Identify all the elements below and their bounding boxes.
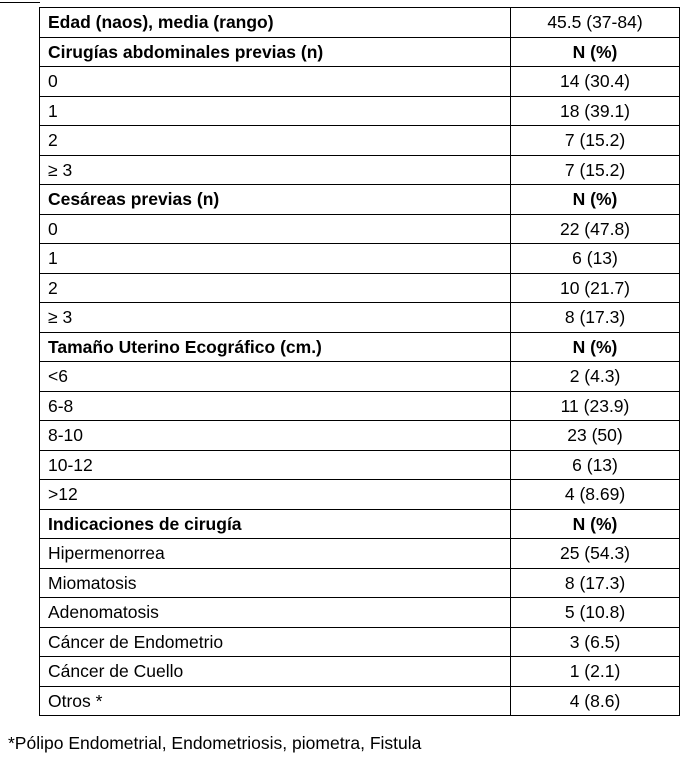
row-label: 0	[40, 67, 511, 97]
table-row	[40, 539, 680, 569]
table-footnote: *Pólipo Endometrial, Endometriosis, piometra, Fistula	[8, 733, 422, 753]
row-value: 3 (6.5)	[511, 627, 680, 657]
table-row	[40, 391, 680, 421]
row-value: 1 (2.1)	[511, 657, 680, 687]
row-value: 4 (8.6)	[511, 686, 680, 716]
row-label: 10-12	[40, 450, 511, 480]
column-header: N (%)	[511, 509, 680, 539]
row-label: Otros *	[40, 686, 511, 716]
table-row	[40, 303, 680, 333]
table-row	[40, 627, 680, 657]
column-header: N (%)	[511, 185, 680, 215]
table-row	[40, 657, 680, 687]
row-value: 23 (50)	[511, 421, 680, 451]
row-value: 5 (10.8)	[511, 598, 680, 628]
row-label: Adenomatosis	[40, 598, 511, 628]
table-row	[40, 568, 680, 598]
patient-characteristics-table	[39, 7, 680, 716]
section-label: Tamaño Uterino Ecográfico (cm.)	[40, 332, 511, 362]
row-label: >12	[40, 480, 511, 510]
section-header-row	[40, 37, 680, 67]
table-row	[40, 598, 680, 628]
row-value: 6 (13)	[511, 244, 680, 274]
row-value: 11 (23.9)	[511, 391, 680, 421]
row-label: ≥ 3	[40, 303, 511, 333]
section-header-row	[40, 185, 680, 215]
row-label: Miomatosis	[40, 568, 511, 598]
row-value: 14 (30.4)	[511, 67, 680, 97]
row-value: 10 (21.7)	[511, 273, 680, 303]
table-row	[40, 67, 680, 97]
table-row	[40, 273, 680, 303]
row-label: Hipermenorrea	[40, 539, 511, 569]
row-value: 45.5 (37-84)	[511, 8, 680, 38]
table-row	[40, 155, 680, 185]
table-row	[40, 686, 680, 716]
row-label: 0	[40, 214, 511, 244]
row-label: 1	[40, 96, 511, 126]
section-header-row	[40, 332, 680, 362]
table-row	[40, 126, 680, 156]
row-label: Cáncer de Endometrio	[40, 627, 511, 657]
section-label: Cirugías abdominales previas (n)	[40, 37, 511, 67]
row-value: 6 (13)	[511, 450, 680, 480]
table-row	[40, 96, 680, 126]
table-row	[40, 214, 680, 244]
row-value: 25 (54.3)	[511, 539, 680, 569]
row-label: <6	[40, 362, 511, 392]
row-value: 7 (15.2)	[511, 126, 680, 156]
column-header: N (%)	[511, 37, 680, 67]
row-value: 4 (8.69)	[511, 480, 680, 510]
row-label: 2	[40, 273, 511, 303]
section-label: Edad (naos), media (rango)	[40, 8, 511, 38]
row-value: 7 (15.2)	[511, 155, 680, 185]
row-label: 6-8	[40, 391, 511, 421]
section-header-row	[40, 8, 680, 38]
table-body	[40, 8, 680, 716]
table-row	[40, 450, 680, 480]
table-row	[40, 480, 680, 510]
row-value: 8 (17.3)	[511, 568, 680, 598]
row-label: ≥ 3	[40, 155, 511, 185]
row-value: 8 (17.3)	[511, 303, 680, 333]
row-value: 22 (47.8)	[511, 214, 680, 244]
table-row	[40, 362, 680, 392]
row-label: 8-10	[40, 421, 511, 451]
section-label: Indicaciones de cirugía	[40, 509, 511, 539]
row-value: 2 (4.3)	[511, 362, 680, 392]
row-label: Cáncer de Cuello	[40, 657, 511, 687]
row-label: 2	[40, 126, 511, 156]
column-header: N (%)	[511, 332, 680, 362]
row-value: 18 (39.1)	[511, 96, 680, 126]
section-label: Cesáreas previas (n)	[40, 185, 511, 215]
section-header-row	[40, 509, 680, 539]
row-label: 1	[40, 244, 511, 274]
table-row	[40, 244, 680, 274]
top-rule	[0, 2, 40, 3]
table-row	[40, 421, 680, 451]
